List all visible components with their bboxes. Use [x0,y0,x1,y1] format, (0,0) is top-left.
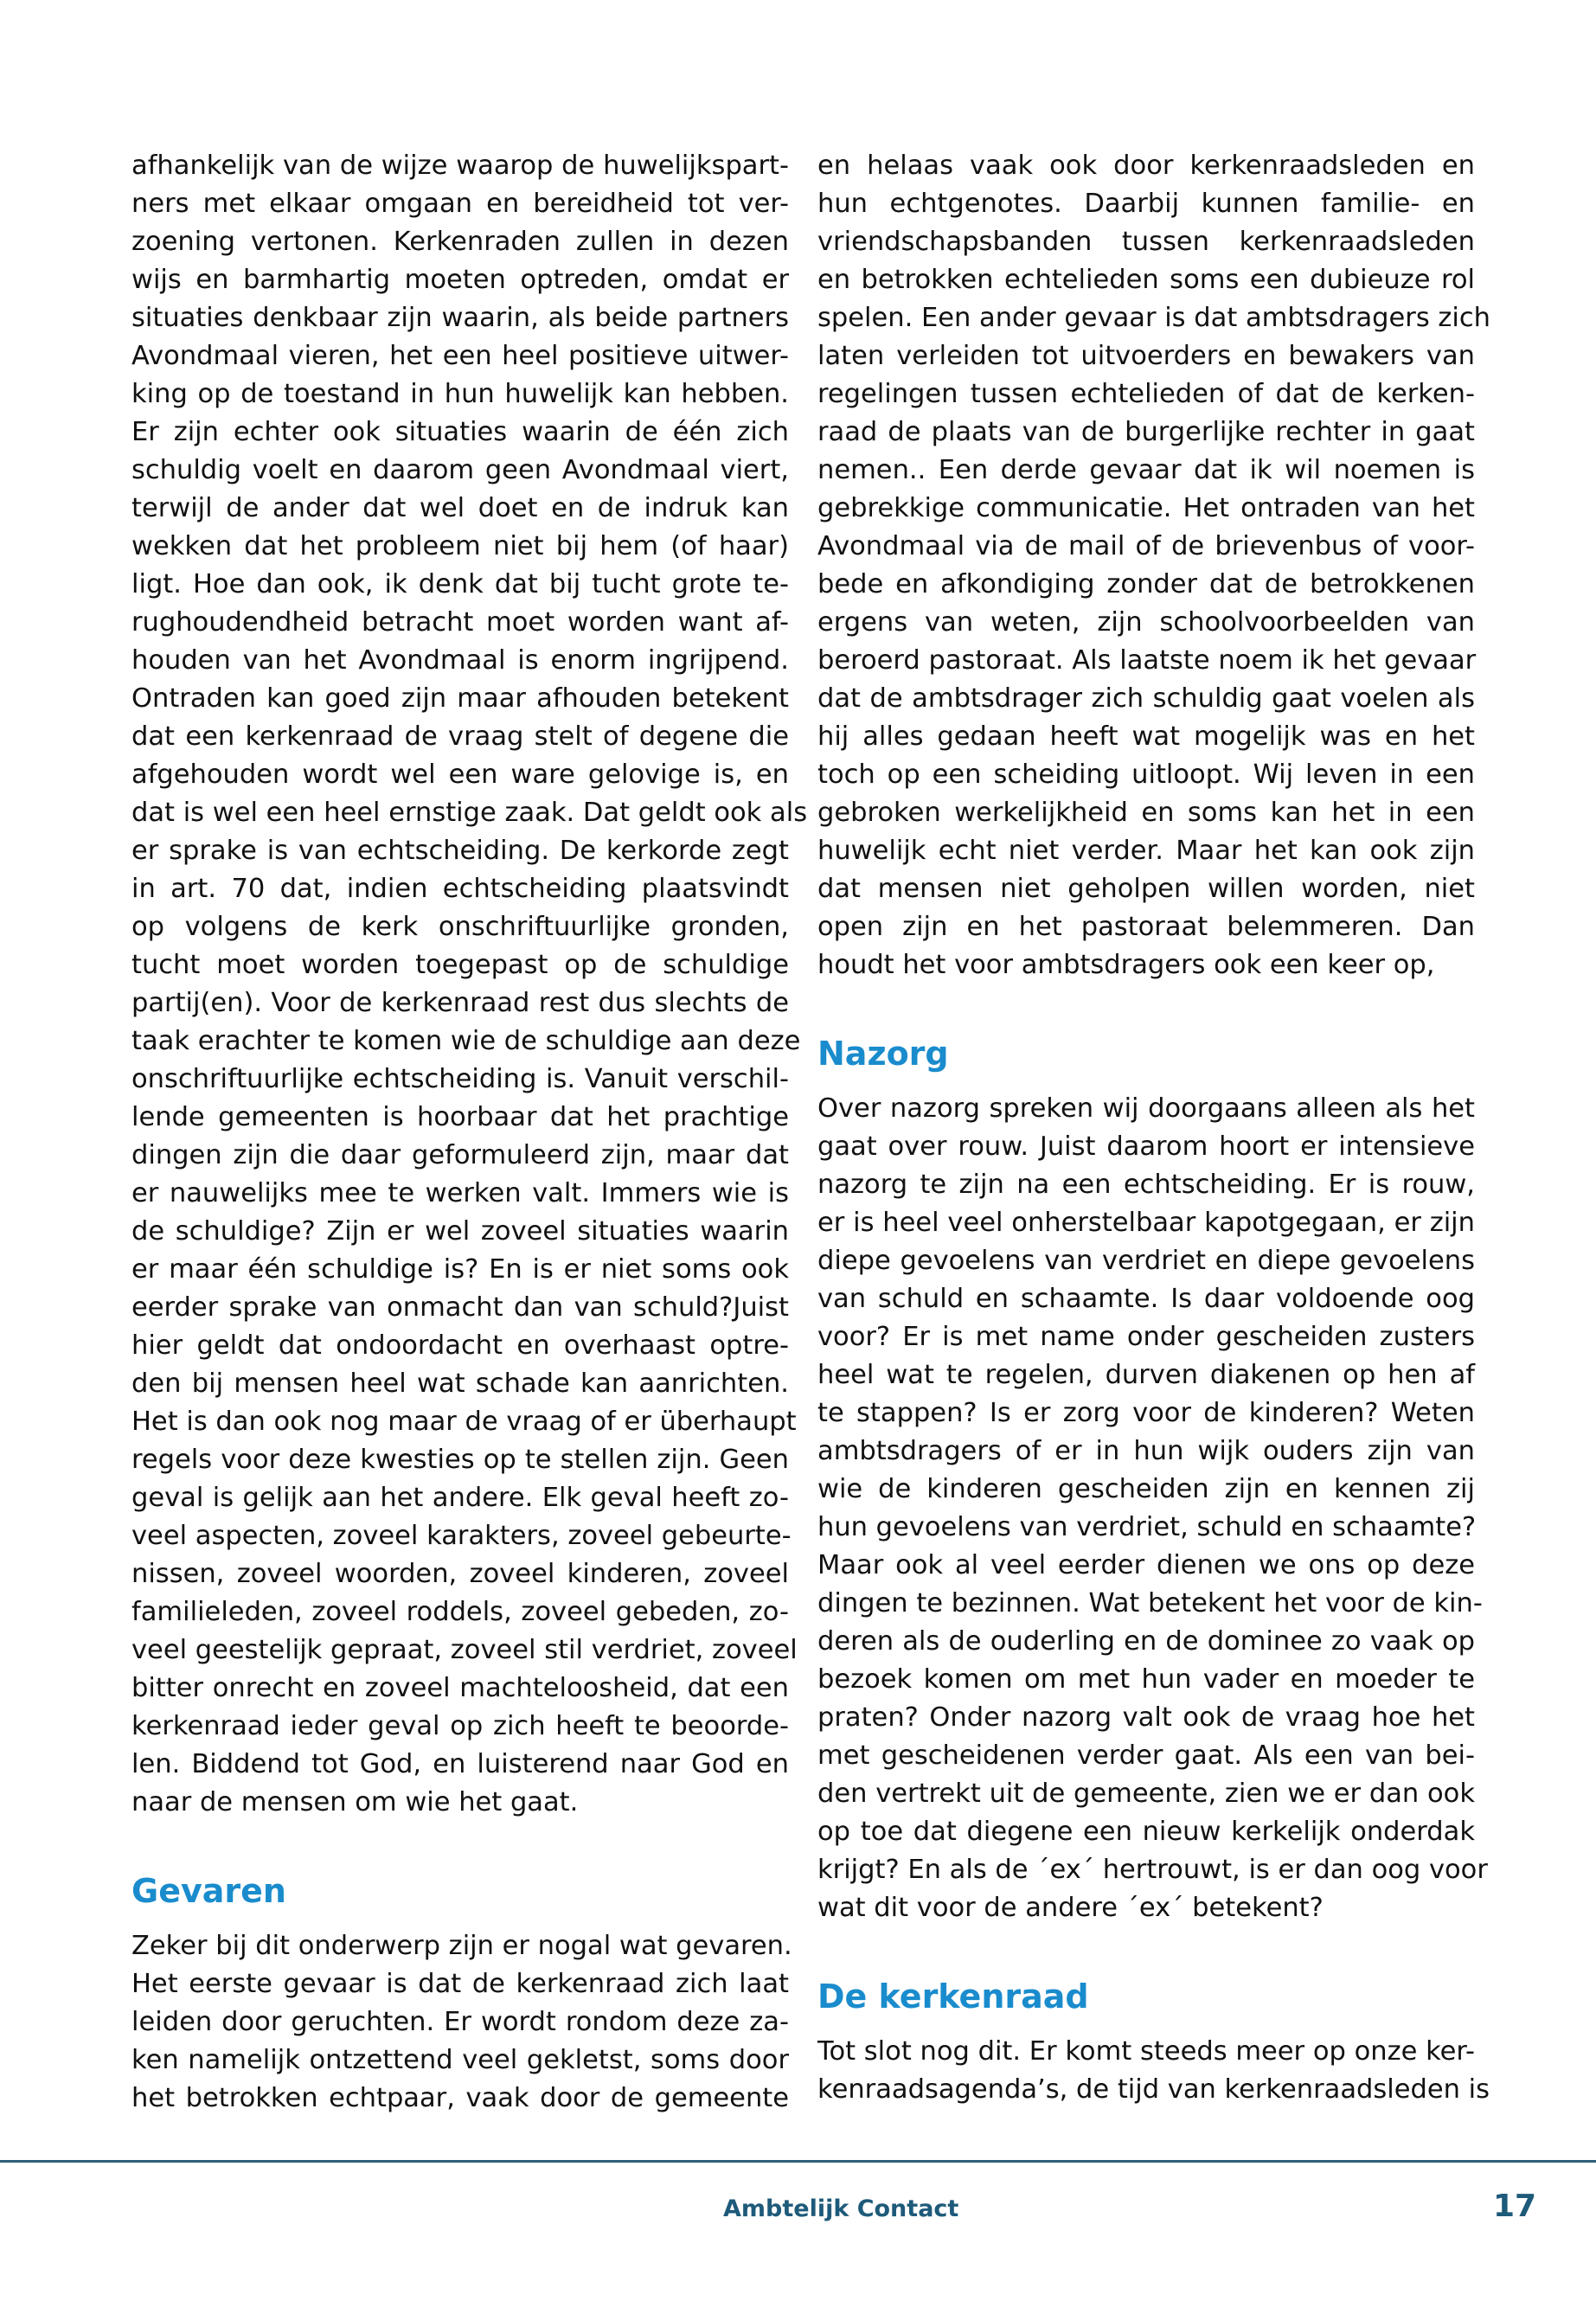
right-column [817,147,1491,2109]
text-line: nemen.. Een derde gevaar dat ik wil noemen is [817,455,1475,485]
text-line: king op de toestand in hun huwelijk kan hebben. [131,379,789,409]
text-line: Het is dan ook nog maar de vraag of er überhaupt [131,1407,797,1437]
section-heading-kerkenraad: De kerkenraad [817,1977,1089,2016]
text-line: regels voor deze kwesties op te stellen zijn. Geen [131,1445,789,1475]
text-line: wijs en barmhartig moeten optreden, omdat er [131,265,789,295]
text-line: veel geestelijk gepraat, zoveel stil verdriet, zoveel [131,1635,798,1665]
text-line: ken namelijk ontzettend veel gekletst, soms door [131,2045,789,2075]
text-line: naar de mensen om wie het gaat. [131,1787,579,1817]
paragraph [131,1927,792,2118]
text-line: wekken dat het probleem niet bij hem (of haar) [131,531,789,561]
text-line: taak erachter te komen wie de schuldige aan deze [131,1026,801,1056]
paragraph [817,1090,1488,1927]
text-line: gaat over rouw. Juist daarom hoort er intensieve [817,1131,1475,1162]
text-line: voor? Er is met name onder gescheiden zusters [817,1322,1475,1352]
text-line: er is heel veel onherstelbaar kapotgegaan, er zijn [817,1208,1475,1238]
footer-divider [0,2160,1596,2163]
text-line: en helaas vaak ook door kerkenraadsleden en [817,151,1475,181]
text-line: Over nazorg spreken wij doorgaans alleen als het [817,1093,1475,1124]
text-line: heel wat te regelen, durven diakenen op hen af [817,1360,1475,1390]
text-line: Avondmaal via de mail of de brievenbus of voor- [817,531,1475,561]
text-line: dingen te bezinnen. Wat betekent het voor de kin- [817,1588,1483,1618]
text-line: vriendschapsbanden tussen kerkenraadsleden [817,227,1475,257]
text-line: lende gemeenten is hoorbaar dat het prachtige [131,1102,789,1132]
text-line: spelen. Een ander gevaar is dat ambtsdragers zich [817,303,1491,333]
text-line: ergens van weten, zijn schoolvoorbeelden van [817,607,1475,638]
text-line: en betrokken echtelieden soms een dubieuze rol [817,265,1475,295]
text-line: kenraadsagenda’s, de tijd van kerkenraadsleden is [817,2074,1490,2105]
text-line: den vertrekt uit de gemeente, zien we er dan ook [817,1779,1475,1809]
text-line: er maar één schuldige is? En is er niet soms ook [131,1254,789,1285]
text-line: ambtsdragers of er in hun wijk ouders zijn van [817,1436,1475,1466]
text-line: Er zijn echter ook situaties waarin de één zich [131,417,789,447]
paragraph [131,147,808,1822]
text-line: zoening vertonen. Kerkenraden zullen in dezen [131,227,789,257]
text-line: met gescheidenen verder gaat. Als een van bei- [817,1740,1475,1771]
text-line: dingen zijn die daar geformuleerd zijn, maar dat [131,1140,789,1170]
text-line: Het eerste gevaar is dat de kerkenraad zich laat [131,1969,789,1999]
text-line: open zijn en het pastoraat belemmeren. Dan [817,912,1475,942]
text-line: houdt het voor ambtsdragers ook een keer op, [817,950,1435,980]
text-line: bitter onrecht en zoveel machteloosheid, dat een [131,1673,789,1703]
text-line: in art. 70 dat, indien echtscheiding plaatsvindt [131,874,789,904]
text-line: len. Biddend tot God, en luisterend naar God en [131,1749,789,1779]
text-line: Zeker bij dit onderwerp zijn er nogal wat gevaren. [131,1931,792,1961]
text-line: dat de ambtsdrager zich schuldig gaat voelen als [817,683,1475,714]
text-line: dat een kerkenraad de vraag stelt of degene die [131,721,789,752]
text-line: krijgt? En als de ´ex´ hertrouwt, is er dan oog voor [817,1855,1488,1885]
text-line: diepe gevoelens van verdriet en diepe gevoelens [817,1246,1475,1276]
text-line: nissen, zoveel woorden, zoveel kinderen, zoveel [131,1559,789,1589]
text-line: hun gevoelens van verdriet, schuld en schaamte? [817,1512,1477,1542]
text-line: schuldig voelt en daarom geen Avondmaal viert, [131,455,789,485]
text-line: onschriftuurlijke echtscheiding is. Vanuit verschil- [131,1064,789,1094]
section-heading-nazorg: Nazorg [817,1035,949,1073]
footer-publication-title: Ambtelijk Contact [723,2195,959,2222]
text-line: leiden door geruchten. Er wordt rondom deze za- [131,2007,789,2037]
text-line: kerkenraad ieder geval op zich heeft te beoorde- [131,1711,789,1741]
text-line: partij(en). Voor de kerkenraad rest dus slechts de [131,988,789,1018]
text-line: Tot slot nog dit. Er komt steeds meer op onze ker- [817,2036,1475,2067]
text-line: dat is wel een heel ernstige zaak. Dat geldt ook als [131,798,808,828]
paragraph [817,147,1491,984]
text-line: familieleden, zoveel roddels, zoveel gebeden, zo- [131,1597,789,1627]
text-line: hij alles gedaan heeft wat mogelijk was en het [817,721,1475,752]
text-line: wie de kinderen gescheiden zijn en kennen zij [817,1474,1475,1504]
text-line: huwelijk echt niet verder. Maar het kan ook zijn [817,836,1475,866]
text-line: Ontraden kan goed zijn maar afhouden betekent [131,683,789,714]
text-line: den bij mensen heel wat schade kan aanrichten. [131,1368,789,1399]
text-line: tucht moet worden toegepast op de schuldige [131,950,789,980]
text-line: veel aspecten, zoveel karakters, zoveel gebeurte- [131,1521,792,1551]
text-line: gebroken werkelijkheid en soms kan het in een [817,798,1475,828]
text-line: op toe dat diegene een nieuw kerkelijk onderdak [817,1817,1475,1847]
text-line: er nauwelijks mee te werken valt. Immers wie is [131,1178,789,1208]
text-line: er sprake is van echtscheiding. De kerkorde zegt [131,836,789,866]
text-line: houden van het Avondmaal is enorm ingrijpend. [131,645,789,676]
paragraph [817,2033,1490,2109]
text-line: terwijl de ander dat wel doet en de indruk kan [131,493,789,523]
text-line: te stappen? Is er zorg voor de kinderen? Weten [817,1398,1475,1428]
text-line: eerder sprake van onmacht dan van schuld?Juist [131,1292,789,1323]
text-line: nazorg te zijn na een echtscheiding. Er is rouw, [817,1170,1475,1200]
text-line: regelingen tussen echtelieden of dat de kerken- [817,379,1475,409]
text-line: de schuldige? Zijn er wel zoveel situaties waarin [131,1216,789,1247]
text-line: ners met elkaar omgaan en bereidheid tot ver- [131,189,789,219]
text-line: bezoek komen om met hun vader en moeder te [817,1664,1475,1695]
text-line: Avondmaal vieren, het een heel positieve uitwer- [131,341,789,371]
text-line: dat mensen niet geholpen willen worden, niet [817,874,1475,904]
text-line: op volgens de kerk onschriftuurlijke gronden, [131,912,789,942]
text-line: beroerd pastoraat. Als laatste noem ik het gevaar [817,645,1477,676]
section-heading-gevaren: Gevaren [131,1872,286,1910]
text-line: hier geldt dat ondoordacht en overhaast optre- [131,1330,789,1361]
text-line: afhankelijk van de wijze waarop de huwelijkspart- [131,151,789,181]
text-line: geval is gelijk aan het andere. Elk geval heeft zo- [131,1483,789,1513]
left-column [131,147,808,2118]
text-line: hun echtgenotes. Daarbij kunnen familie- en [817,189,1475,219]
text-line: toch op een scheiding uitloopt. Wij leven in een [817,760,1475,790]
text-line: Maar ook al veel eerder dienen we ons op deze [817,1550,1475,1580]
text-line: afgehouden wordt wel een ware gelovige is, en [131,760,789,790]
text-line: laten verleiden tot uitvoerders en bewakers van [817,341,1475,371]
text-line: raad de plaats van de burgerlijke rechter in gaat [817,417,1475,447]
text-line: praten? Onder nazorg valt ook de vraag hoe het [817,1702,1475,1733]
text-line: rughoudendheid betracht moet worden want af- [131,607,789,638]
text-line: ligt. Hoe dan ook, ik denk dat bij tucht grote te- [131,569,789,599]
text-line: deren als de ouderling en de dominee zo vaak op [817,1626,1475,1657]
text-line: situaties denkbaar zijn waarin, als beide partners [131,303,789,333]
text-line: gebrekkige communicatie. Het ontraden van het [817,493,1475,523]
text-line: het betrokken echtpaar, vaak door de gemeente [131,2083,789,2113]
text-line: wat dit voor de andere ´ex´ betekent? [817,1893,1324,1923]
text-line: bede en afkondiging zonder dat de betrokkenen [817,569,1475,599]
page-number: 17 [1493,2189,1537,2224]
text-line: van schuld en schaamte. Is daar voldoende oog [817,1284,1475,1314]
